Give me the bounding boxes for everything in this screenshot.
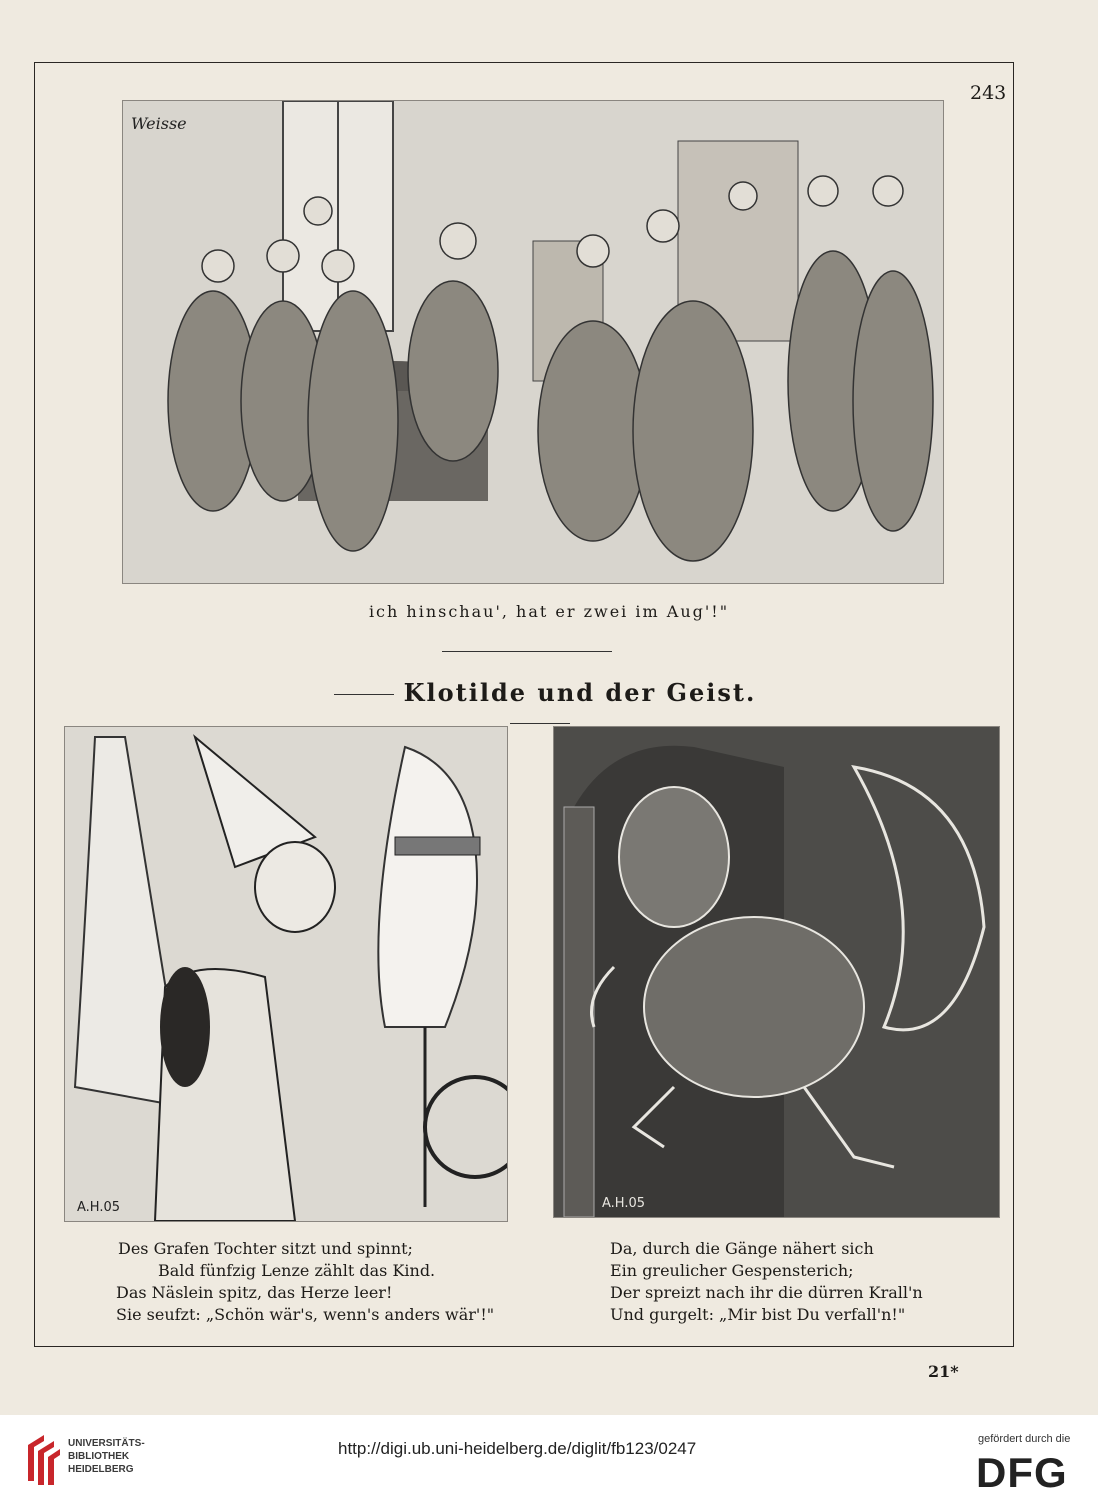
institution-line: BIBLIOTHEK	[68, 1451, 130, 1462]
verse-line: Das Näslein spitz, das Herze leer!	[116, 1283, 393, 1302]
parlour-scene-drawing	[123, 101, 943, 583]
verse-line: Bald fünfzig Lenze zählt das Kind.	[158, 1261, 436, 1280]
sheet-number: 21*	[928, 1362, 959, 1381]
verse-line: Da, durch die Gänge nähert sich	[610, 1239, 874, 1258]
signature-right: A.H.05	[602, 1196, 646, 1211]
institution-line: HEIDELBERG	[68, 1464, 134, 1475]
illustration-parlour-scene	[122, 100, 944, 584]
verse-left	[100, 1238, 494, 1326]
digitization-footer	[0, 1415, 1098, 1502]
verse-line: Der spreizt nach ihr die dürren Krall'n	[610, 1283, 923, 1302]
ghost-drawing	[554, 727, 999, 1217]
university-library-logo-icon	[22, 1431, 62, 1487]
ornament-right	[510, 723, 570, 724]
institution-name[interactable]	[68, 1437, 145, 1476]
illustration-ghost	[553, 726, 1000, 1218]
divider-rule	[442, 651, 612, 652]
dfg-logo[interactable]: DFG	[976, 1449, 1068, 1496]
page-number: 243	[970, 82, 1007, 104]
signature-top: Weisse	[131, 114, 187, 133]
funding-label: gefördert durch die	[978, 1433, 1071, 1445]
verse-line: Ein greulicher Gespensterich;	[610, 1261, 854, 1280]
poem-title: Klotilde und der Geist.	[403, 678, 757, 707]
institution-line: UNIVERSITÄTS-	[68, 1438, 145, 1449]
spinning-woman-drawing	[65, 727, 507, 1221]
signature-left: A.H.05	[77, 1200, 121, 1215]
ornament-left	[334, 694, 394, 695]
verse-line: Und gurgelt: „Mir bist Du verfall'n!"	[610, 1305, 906, 1324]
verse-right	[610, 1238, 923, 1326]
verse-line: Sie seufzt: „Schön wär's, wenn's anders wär'!"	[116, 1305, 495, 1324]
permalink-url[interactable]: http://digi.ub.uni-heidelberg.de/diglit/fb123/0247	[338, 1439, 697, 1458]
illustration-spinning-woman	[64, 726, 508, 1222]
verse-line: Des Grafen Tochter sitzt und spinnt;	[118, 1239, 413, 1258]
illustration-caption: ich hinschau', hat er zwei im Aug'!"	[368, 602, 730, 621]
